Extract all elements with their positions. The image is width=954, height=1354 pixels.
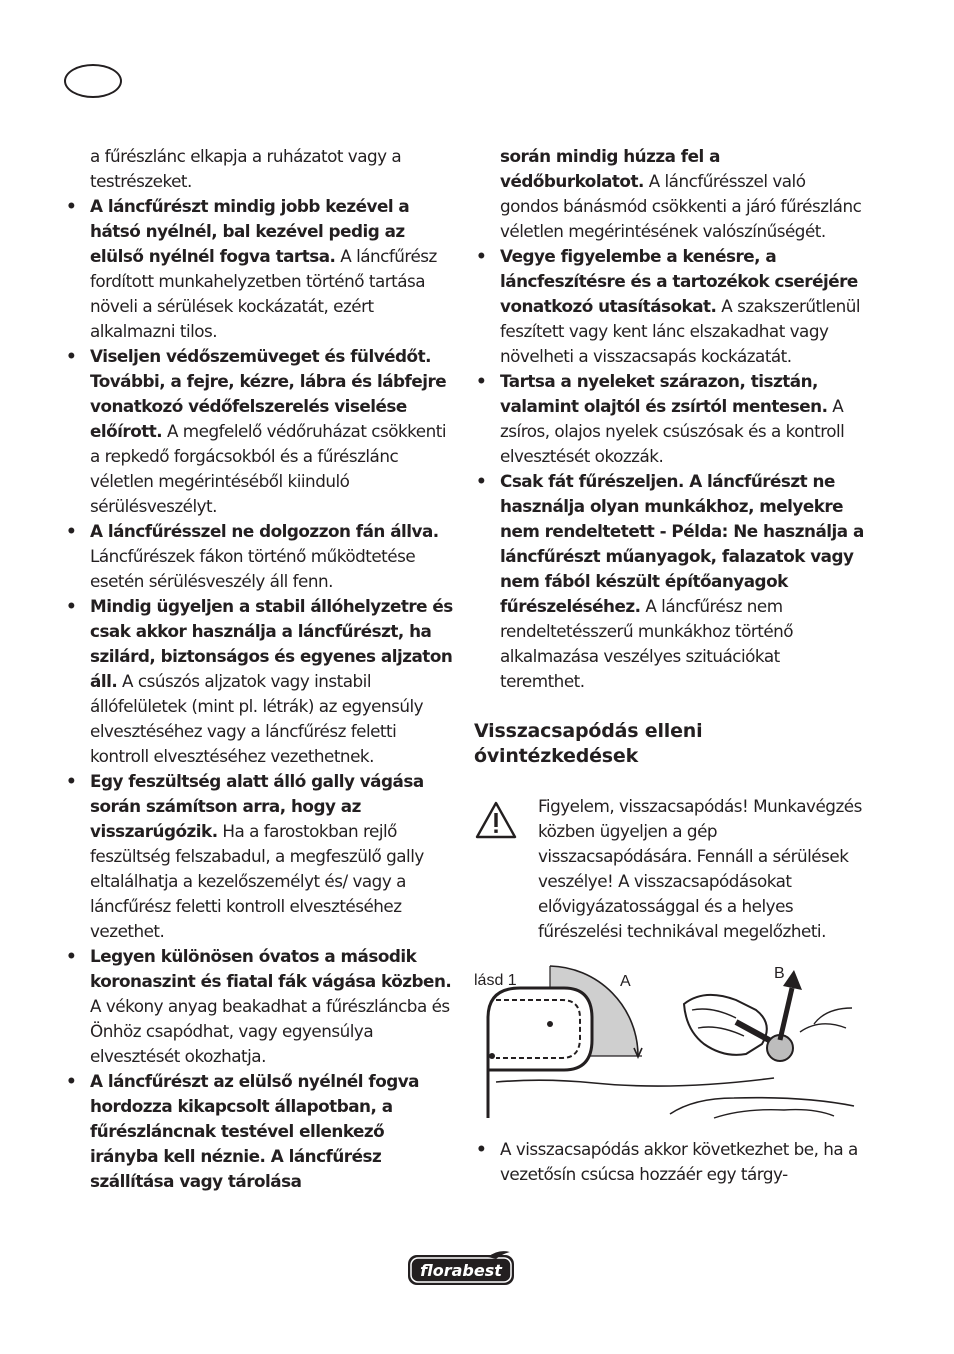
bullet-text: Láncfűrészek fákon történő működtetése esetén sérülésveszély áll fenn. (90, 546, 416, 591)
list-item (64, 944, 456, 1069)
section-title: Visszacsapódás elleni óvintézkedések (474, 720, 703, 767)
list-item (64, 1069, 456, 1194)
list-item (64, 194, 456, 344)
list-item (474, 369, 866, 469)
bullet-text: A megfelelő védőruházat csökkenti a repkedő forgácsokból és a fűrészlánc véletlen megérintéséből kiinduló sérülésveszélyt. (90, 421, 447, 516)
bullet-text: A láncfűrész fordított munkahelyzetben történő tartása növeli a sérülések kockázatát, ezért alkalmazni tilos. (90, 246, 437, 341)
bullet-text: Ha a farostokban rejlő feszültség felszabadul, a megfeszülő gally eltalálhatja a kezelőszemélyt és/ vagy a láncfűrész feletti kontroll elvesztéséhez vezethet. (90, 821, 424, 941)
bullet-text: A csúszós aljzatok vagy instabil állófelületek (mint pl. létrák) az egyensúly elvesztéséhez vagy a láncfűrész feletti kontroll elvesztéséhez vezethetnek. (90, 671, 424, 766)
last-bullet-text: A visszacsapódás akkor következhet be, ha a vezetősín csúcsa hozzáér egy tárgy- (500, 1139, 858, 1184)
bullet-bold-text: Tartsa a nyeleket szárazon, tisztán, valamint olajtól és zsírtól mentesen. (500, 371, 828, 416)
language-oval-icon (64, 64, 122, 98)
right-column (474, 144, 866, 1187)
florabest-logo (406, 1248, 518, 1288)
list-item (64, 769, 456, 944)
bullet-bold-text: Csak fát fűrészeljen. A láncfűrészt ne használja olyan munkákhoz, melyekre nem rendeltetett - Példa: Ne használja a láncfűrészt műanyagok, falazatok vagy nem fából készült építőanyagok fűrészeléséhez. (500, 471, 864, 616)
kickback-figure (474, 958, 866, 1123)
intro-text: a fűrészlánc elkapja a ruházatot vagy a testrészeket. (90, 146, 402, 191)
last-bullet-list (474, 1137, 866, 1187)
warning-triangle-icon (474, 794, 538, 944)
list-item (64, 519, 456, 594)
bullet-text: A zsíros, olajos nyelek csúszósak és a kontroll elvesztését okozzák. (500, 396, 845, 466)
bullet-bold-text: Vegye figyelembe a kenésre, a láncfeszítésre és a tartozékok cseréjére vonatkozó utasításokat. (500, 246, 858, 316)
bullet-bold-text: Mindig ügyeljen a stabil állóhelyzetre és csak akkor használja a láncfűrészt, ha szilárd, biztonságos és egyenes aljzaton áll. (90, 596, 453, 691)
bullet-bold-text: A láncfűrészt az elülső nyélnél fogva hordozza kikapcsolt állapotban, a fűrészláncnak testével ellenkező irányba kell néznie. A láncfűrész szállítása vagy tárolása (90, 1071, 419, 1191)
kickback-illustration (474, 958, 866, 1123)
figure-label-a: A (620, 973, 631, 990)
bullet-text: A vékony anyag beakadhat a fűrészláncba és Önhöz csapódhat, vagy egyensúlya elvesztését okozhatja. (90, 996, 450, 1066)
list-item (474, 244, 866, 369)
list-item (474, 1137, 866, 1187)
continuation-normal: A láncfűrésszel való gondos bánásmód csökkenti a járó fűrészlánc véletlen megérintésének valószínűségét. (500, 171, 862, 241)
warning-block (474, 794, 866, 944)
right-bullet-list (474, 244, 866, 694)
bullet-text: A láncfűrész nem rendeltetésszerű munkákhoz történő alkalmazása veszélyes szituációkat teremthet. (500, 596, 794, 691)
left-column (64, 144, 456, 1194)
continuation-bold: során mindig húzza fel a védőburkolatot. (500, 146, 720, 191)
warning-text: Figyelem, visszacsapódás! Munkavégzés közben ügyeljen a gép visszacsapódására. Fennáll a sérülések veszélye! A visszacsapódásokat elővigyázatossággal és a helyes fűrészelési technikával megelőzheti. (538, 796, 862, 941)
bullet-bold-text: Egy feszültség alatt álló gally vágása során számítson arra, hogy az visszarúgózik. (90, 771, 424, 841)
figure-label-b: B (774, 965, 785, 982)
left-bullet-list (64, 194, 456, 1194)
bullet-bold-text: A láncfűrésszel ne dolgozzon fán állva. (90, 521, 439, 541)
continuation-text (474, 144, 866, 244)
bullet-bold-text: Legyen különösen óvatos a második koronaszint és fiatal fák vágása közben. (90, 946, 452, 991)
bullet-text: A szakszerűtlenül feszített vagy kent lánc elszakadhat vagy növelheti a visszacsapás kockázatát. (500, 296, 861, 366)
list-item (64, 344, 456, 519)
bullet-bold-text: Viseljen védőszemüveget és fülvédőt. További, a fejre, kézre, lábra és lábfejre vonatkozó védőfelszerelés viselése előírott. (90, 346, 447, 441)
list-item (64, 594, 456, 769)
logo-text: florabest (420, 1261, 502, 1280)
bullet-bold-text: A láncfűrészt mindig jobb kezével a hátsó nyélnél, bal kezével pedig az elülső nyélnél fogva tartsa. (90, 196, 410, 266)
figure-label: lásd 1 (474, 972, 517, 989)
list-item (474, 469, 866, 694)
